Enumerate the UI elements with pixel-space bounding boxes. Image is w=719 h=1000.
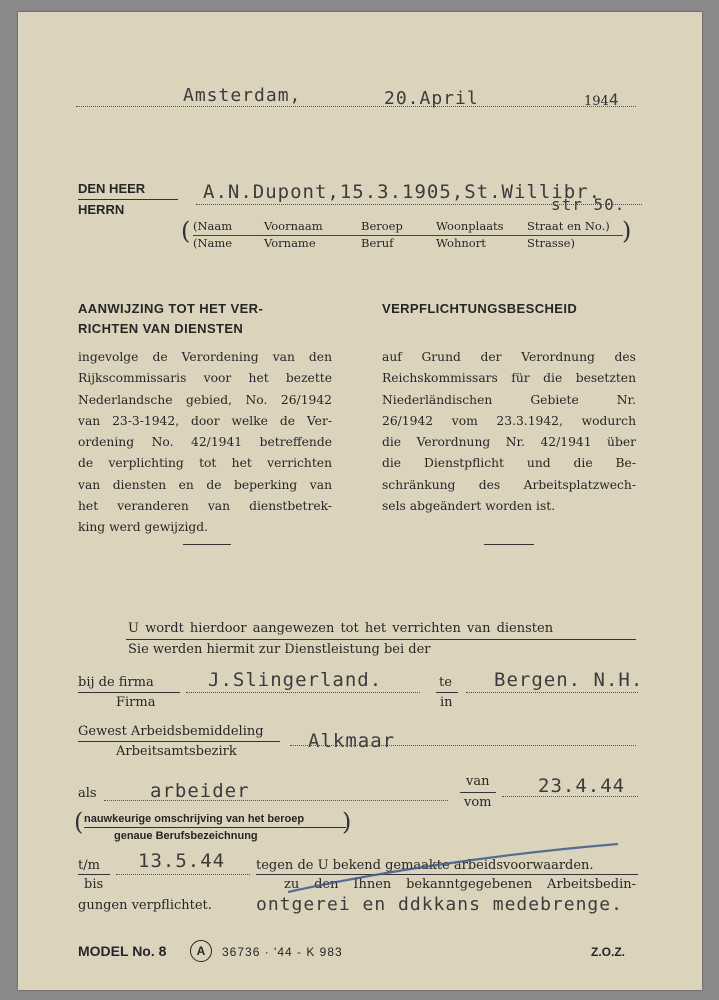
in-label-de: in [440,695,453,710]
document-page [18,12,702,990]
body-de-line: sels abgeändert worden ist. [382,499,556,514]
addressee-typed-line2: str 50. [551,195,626,214]
firm-typed: J.Slingerland. [208,669,383,691]
from-typed: 23.4.44 [538,775,626,797]
until-label-nl: t/m [78,858,100,873]
footer-model: MODEL No. 8 [78,943,167,959]
from-label-de: vom [464,795,492,810]
district-typed: Alkmaar [308,730,396,752]
body-de-line: die Verordnung Nr. 42/1941 über [382,435,636,450]
fields-right-brace: ) [622,217,632,245]
year-printed: 1944 [584,90,619,109]
from-label-nl: van [466,774,490,789]
until-label-de: bis [84,877,104,892]
fields-left-brace: ( [181,217,191,245]
jobdesc-nl: nauwkeurige omschrijving van het beroep [84,813,305,825]
body-de-line: die Dienstpflicht und die Be- [382,456,636,471]
publisher-logo-icon: A [190,940,212,962]
body-nl-line: ingevolge de Verordening van den [78,350,332,364]
body-de-line: auf Grund der Verordnung des [382,350,636,364]
jobdesc-right-brace: ) [342,808,352,836]
body-nl-line: de verplichting tot het verrichten [78,456,332,471]
assignment-line-de: Sie werden hiermit zur Dienstleistung bei der [128,642,431,657]
district-label-nl: Gewest Arbeidsbemiddeling [78,724,264,739]
field-name-de: (Name [193,236,233,250]
body-nl-line: het veranderen van dienstbetrek- [78,499,332,514]
field-street-de: Strasse) [527,236,575,250]
place-typed: Bergen. N.H. [494,669,644,691]
addressee-label-nl: DEN HEER [78,181,146,196]
body-nl-line: Rijkscommissaris voor het bezette [78,371,332,386]
field-profession-nl: Beroep [361,219,403,233]
assignment-line-nl: U wordt hierdoor aangewezen tot het verrichten van diensten [128,621,554,636]
field-street-nl: Straat en No.) [527,219,610,233]
pen-stroke [18,12,702,990]
typed-note: ontgerei en ddkkans medebrenge. [256,894,623,915]
body-de-line: Niederländischen Gebiete Nr. [382,392,636,407]
firm-label-de: Firma [116,695,156,710]
field-residence-nl: Woonplaats [436,219,504,233]
body-nl-line: ordening No. 42/1941 betreffende [78,435,332,450]
field-firstname-nl: Voornaam [264,219,323,233]
body-de-line: 26/1942 vom 23.3.1942, wodurch [382,413,636,428]
body-nl-line: Nederlandsche gebied, No. 26/1942 [78,392,332,407]
body-nl-line: king werd gewijzigd. [78,520,209,535]
field-profession-de: Beruf [361,236,394,250]
field-residence-de: Wohnort [436,236,486,250]
district-label-de: Arbeitsamtsbezirk [116,744,237,759]
field-firstname-de: Vorname [264,236,316,250]
firm-label-nl: bij de firma [78,675,154,690]
jobdesc-left-brace: ( [74,808,84,836]
date-typed: 20.April [384,88,479,109]
body-de-line: Reichskommissars für die besetzten [382,371,636,386]
heading-nl-line1: AANWIJZING TOT HET VER- [78,301,264,316]
footer-zoz: Z.O.Z. [591,945,625,959]
as-label: als [78,786,97,801]
city-typed: Amsterdam, [183,85,302,106]
heading-nl-line2: RICHTEN VAN DIENSTEN [78,321,244,336]
heading-de: VERPFLICHTUNGSBESCHEID [382,301,578,316]
pen-stroke-path [288,844,618,892]
conditions-nl: tegen de U bekend gemaakte arbeidsvoorwaarden. [256,858,594,873]
body-nl-line: van diensten en de beperking van [78,477,332,492]
until-typed: 13.5.44 [138,850,226,872]
body-de-line: schränkung des Arbeitsplatzwech- [382,477,636,492]
footer-code: 36736 · '44 - K 983 [222,945,343,959]
as-typed: arbeider [150,780,250,802]
addressee-label-de: HERRN [78,202,125,217]
field-name-nl: (Naam [193,219,233,233]
in-label-nl: te [439,675,452,690]
conditions-de-cont: gungen verpflichtet. [78,898,212,913]
body-nl-line: van 23-3-1942, door welke de Ver- [78,413,332,428]
addressee-typed-line1: A.N.Dupont,15.3.1905,St.Willibr. [203,181,602,203]
conditions-de: zu den Ihnen bekanntgegebenen Arbeitsbedin- [284,877,636,892]
jobdesc-de: genaue Berufsbezeichnung [114,830,258,842]
